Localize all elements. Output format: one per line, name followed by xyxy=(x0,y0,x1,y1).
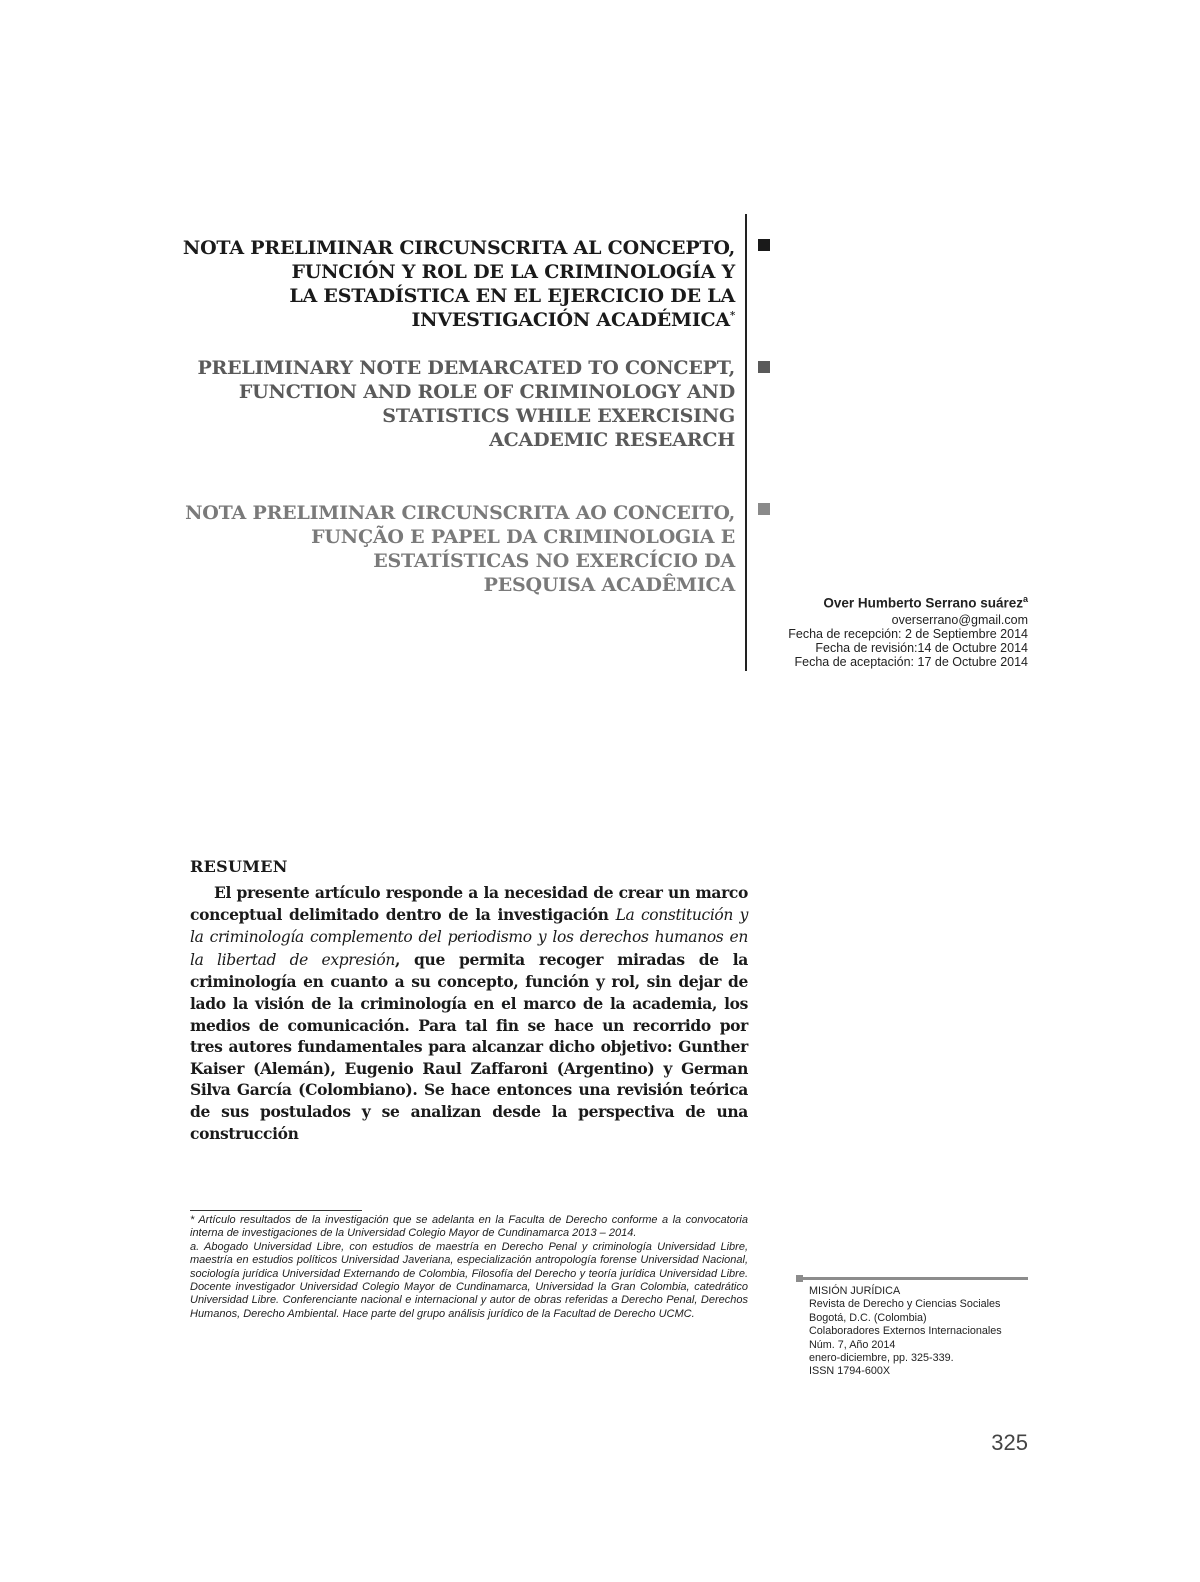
resumen-text: , que permita recoger miradas de la criminología en cuanto a su concepto, función y rol, sin dejar de lado la visión de la criminología en el marco de la academia, los medios de comunicación. Para tal fin se hace un recorrido por tres autores fundamentales para alcanzar dicho objetivo: Gunther Kaiser (Alemán), Eugenio Raul Zaffaroni (Argentino) y German Silva García (Colombiano). Se hace entonces una revisión teórica de sus postulados y se analizan desde la perspectiva de una construcción xyxy=(190,949,748,1143)
square-bullet-icon xyxy=(758,239,770,251)
title-english-line: FUNCTION AND ROLE OF CRIMINOLOGY AND xyxy=(238,381,735,403)
author-email[interactable]: overserrano@gmail.com xyxy=(891,612,1028,627)
title-spanish-line: NOTA PRELIMINAR CIRCUNSCRITA AL CONCEPTO, xyxy=(182,237,735,259)
journal-issue: Núm. 7, Año 2014 xyxy=(809,1338,896,1351)
journal-subtitle: Revista de Derecho y Ciencias Sociales xyxy=(809,1298,1001,1311)
author-info xyxy=(700,590,1028,669)
journal-city: Bogotá, D.C. (Colombia) xyxy=(809,1311,927,1324)
square-bullet-icon xyxy=(758,503,770,515)
journal-name: MISIÓN JURÍDICA xyxy=(809,1285,901,1297)
title-spanish-line: LA ESTADÍSTICA EN EL EJERCICIO DE LA xyxy=(289,285,735,307)
title-spanish-line: FUNCIÓN Y ROL DE LA CRIMINOLOGÍA Y xyxy=(291,261,735,283)
journal-info xyxy=(809,1285,1034,1379)
footnote-mark: * xyxy=(729,310,735,322)
title-spanish xyxy=(180,236,735,332)
square-bullet-icon xyxy=(758,361,770,373)
title-portuguese-line: PESQUISA ACADÊMICA xyxy=(483,574,735,596)
title-english-line: PRELIMINARY NOTE DEMARCATED TO CONCEPT, xyxy=(197,357,735,379)
resumen-heading: RESUMEN xyxy=(190,857,288,876)
journal-pages: enero-diciembre, pp. 325-339. xyxy=(809,1352,954,1365)
title-english-line: ACADEMIC RESEARCH xyxy=(489,429,735,451)
author-name-line xyxy=(700,590,1028,613)
date-accepted: Fecha de aceptación: 17 de Octubre 2014 xyxy=(794,654,1028,669)
title-english-line: STATISTICS WHILE EXERCISING xyxy=(382,405,735,427)
journal-issn: ISSN 1794-600X xyxy=(809,1365,891,1378)
page-number: 325 xyxy=(991,1430,1028,1455)
title-portuguese-line: ESTATÍSTICAS NO EXERCÍCIO DA xyxy=(373,550,735,572)
title-english xyxy=(180,356,735,452)
journal-section: Colaboradores Externos Internacionales xyxy=(809,1325,1002,1338)
resumen-body xyxy=(190,882,748,1144)
resumen-italic: La constitución y la criminología complemento del periodismo y los derechos humanos en la libertad de expresión xyxy=(190,905,748,969)
date-revised: Fecha de revisión:14 de Octubre 2014 xyxy=(815,640,1028,655)
footnote-a: a. Abogado Universidad Libre, con estudios de maestría en Derecho Penal y criminología Universidad Libre, maestría en estudios políticos Universidad Javeriana, especialización antropología forense Universidad Nacional, sociología jurídica Universidad Externando de Colombia, Filosofía del Derecho y teoría jurídica Universidad Libre. Docente investigador Universidad Colegio Mayor de Cundinamarca, Universidad la Gran Colombia, catedrático Universidad Libre. Conferenciante nacional e internacional y autor de obras referidas a Derecho Penal, Derechos Humanos, Derecho Ambiental. Hace parte del grupo análisis jurídico de la Facultad de Derecho UCMC. xyxy=(190,1240,748,1320)
title-portuguese-line: FUNÇÃO E PAPEL DA CRIMINOLOGIA E xyxy=(311,526,735,548)
title-portuguese-line: NOTA PRELIMINAR CIRCUNSCRITA AO CONCEITO, xyxy=(185,502,735,524)
title-spanish-line xyxy=(180,308,735,332)
author-mark: a xyxy=(1022,594,1028,604)
journal-divider xyxy=(796,1277,1028,1280)
date-received: Fecha de recepción: 2 de Septiembre 2014 xyxy=(788,626,1028,641)
title-spanish-last: INVESTIGACIÓN ACADÉMICA xyxy=(411,309,730,331)
footnotes xyxy=(190,1214,748,1321)
footnote-star: * Artículo resultados de la investigación que se adelanta en la Faculta de Derecho conforme a la convocatoria interna de investigaciones de la Universidad Colegio Mayor de Cundinamarca 2013 – 2014. xyxy=(190,1214,748,1240)
footnote-divider xyxy=(190,1210,362,1211)
author-name: Over Humberto Serrano suárez xyxy=(823,595,1023,611)
resumen-text: El presente artículo responde a la necesidad de crear un marco conceptual delimitado dentro de la investigación xyxy=(190,883,748,924)
title-portuguese xyxy=(180,501,735,597)
